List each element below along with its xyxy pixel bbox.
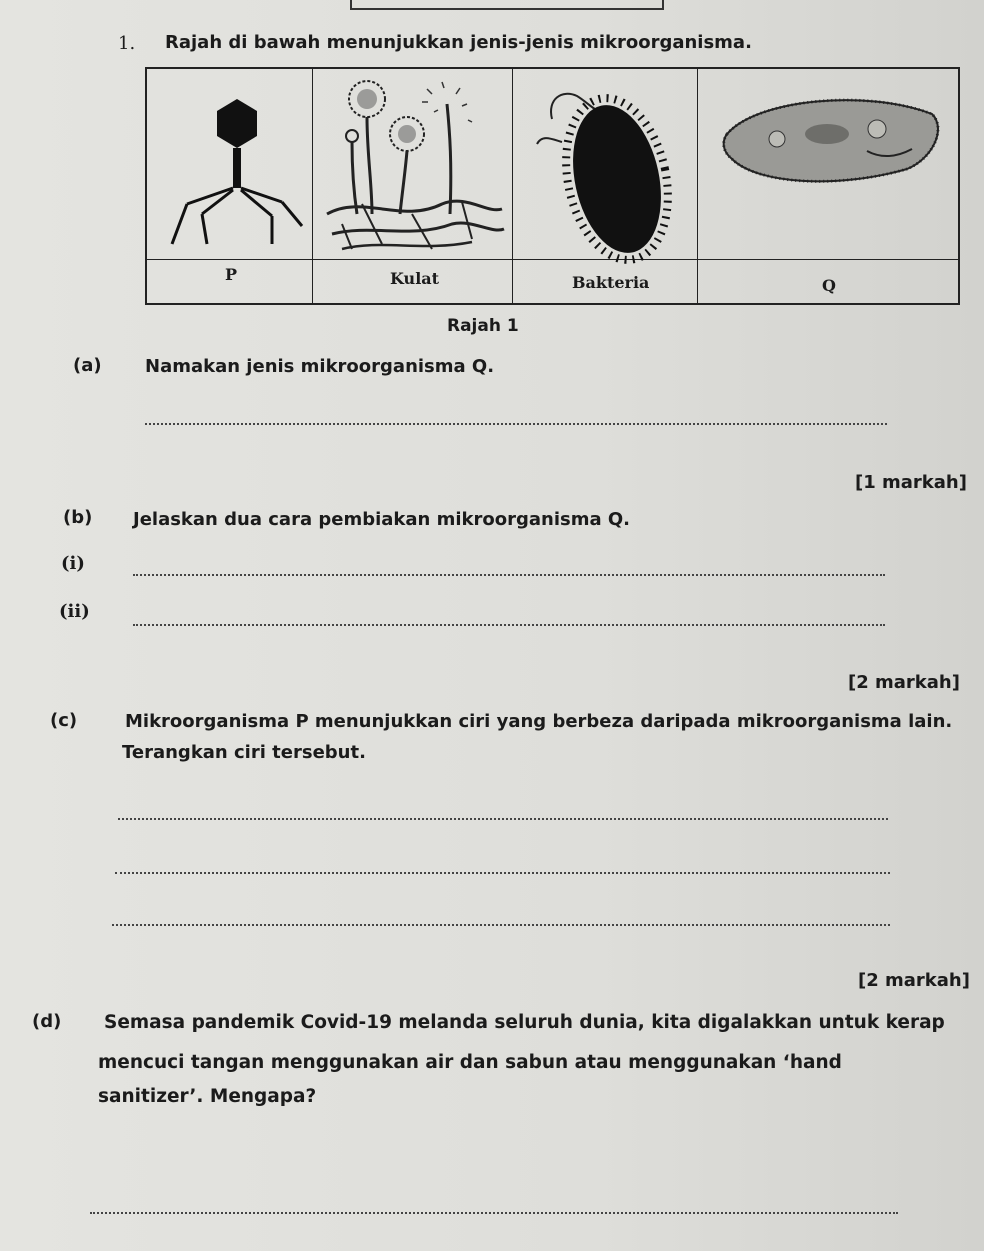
figure-label-kulat: Kulat [390, 269, 440, 288]
part-b-sub-i: (i) [61, 553, 85, 574]
part-d-question-line1: Semasa pandemik Covid-19 melanda seluruh dunia, kita digalakkan untuk kerap [104, 1012, 945, 1033]
part-b-sub-ii: (ii) [59, 601, 90, 622]
figure-label-bakteria: Bakteria [572, 273, 650, 292]
answer-line-b-ii[interactable] [133, 624, 885, 626]
paramecium-icon [717, 89, 947, 199]
part-b-marks: [2 markah] [848, 672, 960, 693]
figure-table [145, 67, 960, 305]
figure-label-q: Q [822, 276, 836, 295]
part-c-question-line2: Terangkan ciri tersebut. [122, 742, 366, 763]
answer-line-c-2[interactable] [115, 872, 890, 874]
part-d-label: (d) [32, 1011, 62, 1032]
part-c-marks: [2 markah] [858, 970, 970, 991]
figure-label-p: P [225, 265, 238, 284]
part-d-question-line3: sanitizer’. Mengapa? [98, 1086, 317, 1107]
question-intro: Rajah di bawah menunjukkan jenis-jenis mikroorganisma. [165, 32, 752, 53]
figure-caption: Rajah 1 [447, 316, 519, 336]
part-a-marks: [1 markah] [855, 472, 967, 493]
question-number: 1. [118, 33, 136, 54]
part-a-label: (a) [73, 355, 102, 376]
part-b-label: (b) [63, 507, 93, 528]
part-d-question-line2: mencuci tangan menggunakan air dan sabun atau menggunakan ‘hand [98, 1052, 842, 1073]
bacteriophage-icon [167, 94, 307, 254]
part-c-label: (c) [50, 710, 78, 731]
part-c-question-line1: Mikroorganisma P menunjukkan ciri yang berbeza daripada mikroorganisma lain. [125, 711, 953, 732]
answer-line-c-3[interactable] [112, 924, 890, 926]
fungus-mould-icon [322, 74, 507, 254]
part-a-question: Namakan jenis mikroorganisma Q. [145, 356, 495, 377]
top-border [350, 0, 664, 10]
bacterium-icon [532, 84, 682, 254]
answer-line-c-1[interactable] [118, 818, 888, 820]
answer-line-d-1[interactable] [90, 1212, 898, 1214]
answer-line-a[interactable] [145, 423, 887, 425]
answer-line-b-i[interactable] [133, 574, 885, 576]
part-b-question: Jelaskan dua cara pembiakan mikroorganisma Q. [133, 509, 631, 530]
